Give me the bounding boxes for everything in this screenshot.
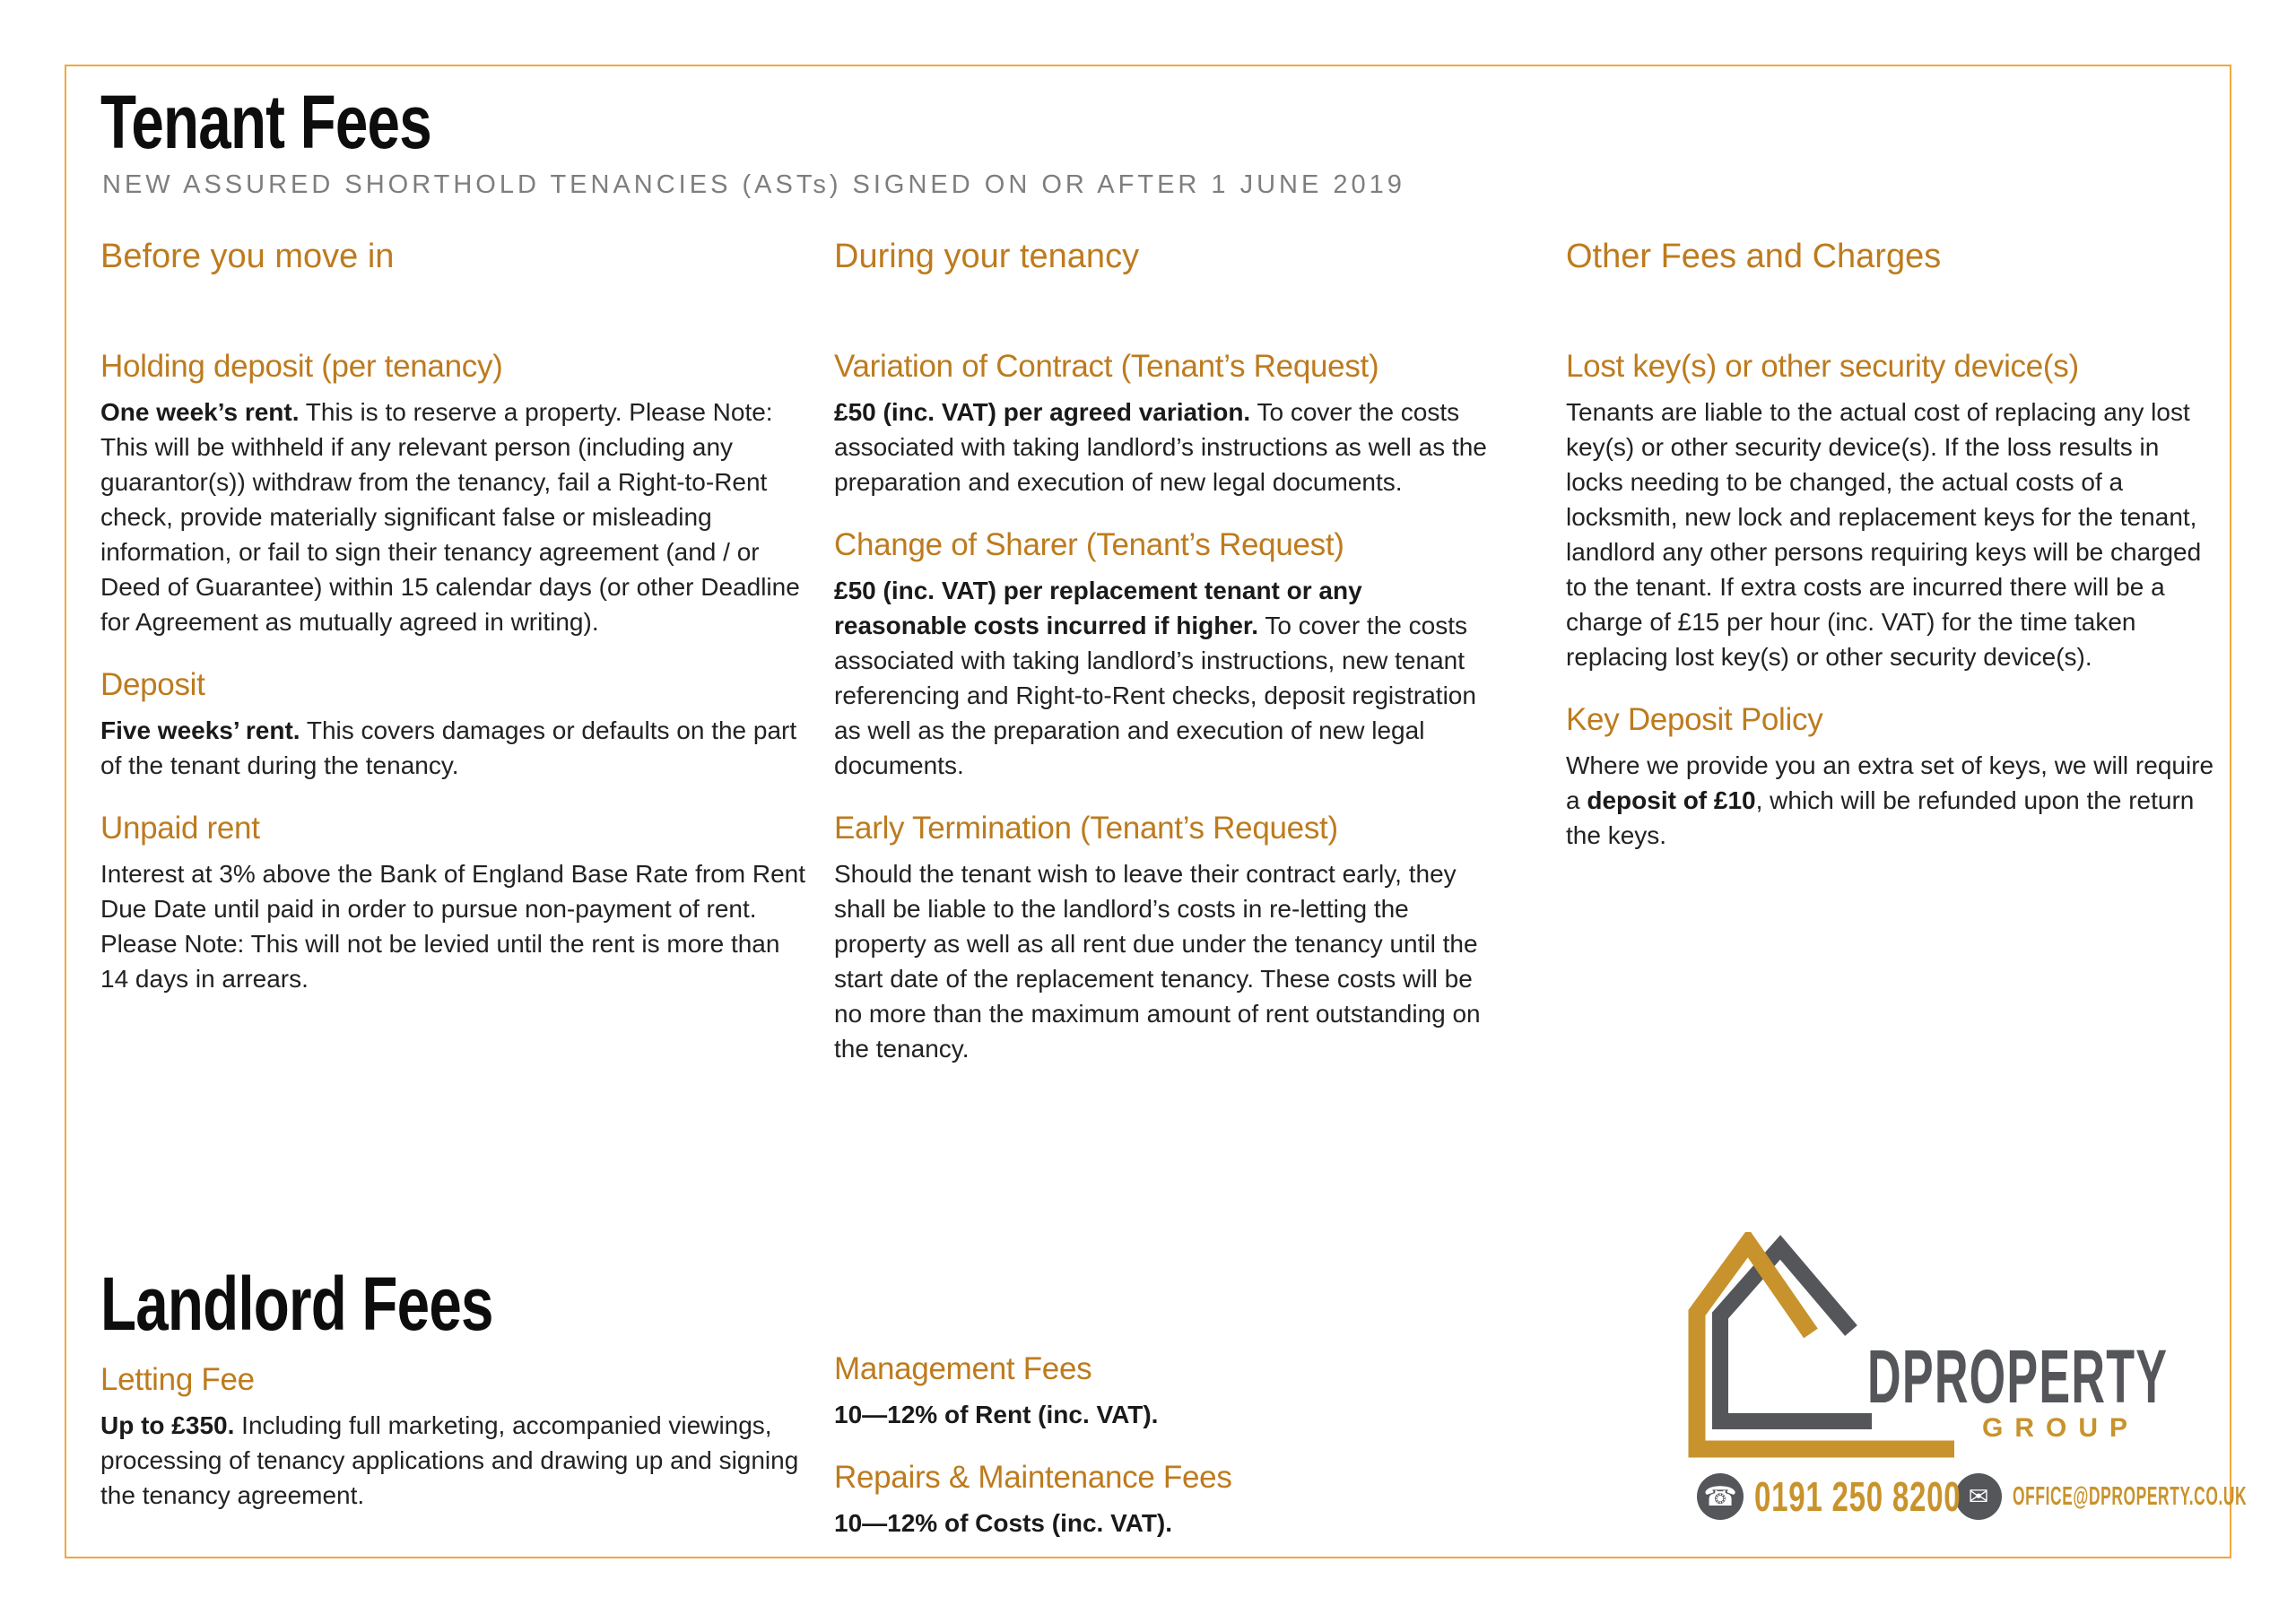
mail-icon: ✉ [1955, 1473, 2002, 1520]
section-title: Management Fees [834, 1351, 1092, 1386]
section-title: Letting Fee [100, 1362, 255, 1397]
section-title: Key Deposit Policy [1566, 702, 1823, 737]
section-title: Repairs & Maintenance Fees [834, 1460, 1232, 1495]
section-body: 10—12% of Rent (inc. VAT). [834, 1401, 1159, 1428]
section-body: Up to £350. Including full marketing, accompanied viewings, processing of tenancy applications and drawing up and signing the tenancy agreement. [100, 1411, 799, 1509]
section-management-fees [834, 1347, 1480, 1432]
section-title: Change of Sharer (Tenant’s Request) [834, 527, 1344, 562]
column-heading: Before you move in [100, 238, 395, 275]
section-repairs-maintenance-fees [834, 1455, 1480, 1541]
section-title: Holding deposit (per tenancy) [100, 349, 503, 384]
column-before-you-move-in [100, 233, 813, 996]
section-variation-of-contract [834, 344, 1498, 499]
email-address: OFFICE@DPROPERTY.CO.UK [2013, 1481, 2248, 1511]
company-logo [1672, 1225, 2248, 1584]
section-title: Lost key(s) or other security device(s) [1566, 349, 2079, 384]
section-body: Where we provide you an extra set of keys, we will require a deposit of £10, which will be refunded upon the return the keys. [1566, 751, 2214, 849]
landlord-fees-title-text: Landlord Fees [100, 1262, 493, 1346]
section-letting-fee [100, 1358, 818, 1513]
section-holding-deposit [100, 344, 813, 639]
page-title [100, 81, 525, 163]
section-body: £50 (inc. VAT) per agreed variation. To cover the costs associated with taking landlord’s instructions as well as the preparation and execution of new legal documents. [834, 398, 1487, 496]
phone-icon: ☎ [1697, 1473, 1744, 1520]
section-body: £50 (inc. VAT) per replacement tenant or any reasonable costs incurred if higher. To cover the costs associated with taking landlord’s instructions, new tenant referencing and Right-to-Rent checks, deposit registration as well as the preparation and execution of new legal documents. [834, 577, 1476, 779]
section-title: Unpaid rent [100, 811, 260, 846]
section-key-deposit-policy [1566, 698, 2219, 853]
column-heading: Other Fees and Charges [1566, 238, 1942, 275]
landlord-fees-right [834, 1347, 1480, 1541]
section-title: Variation of Contract (Tenant’s Request) [834, 349, 1379, 384]
section-unpaid-rent [100, 806, 813, 996]
section-body: Tenants are liable to the actual cost of replacing any lost key(s) or other security device(s). If the loss results in locks needing to be changed, the actual costs of a locksmith, new lock and replacement keys for the tenant, landlord any other persons requiring keys will be charged to the tenant. If extra costs are incurred there will be a charge of £15 per hour (inc. VAT) for the time taken replacing lost key(s) or other security device(s). [1566, 398, 2202, 671]
column-during-your-tenancy [834, 233, 1498, 1066]
section-title: Deposit [100, 667, 205, 702]
section-body: One week’s rent. This is to reserve a property. Please Note: This will be withheld if any relevant person (including any guarantor(s)) withdraw from the tenancy, fail a Right-to-Rent check, provide materially significant false or misleading information, or fail to sign their tenancy agreement (and / or Deed of Guarantee) within 15 calendar days (or other Deadline for Agreement as mutually agreed in writing). [100, 398, 800, 636]
section-title: Early Termination (Tenant’s Request) [834, 811, 1338, 846]
column-other-fees-and-charges [1566, 233, 2219, 853]
contact-row [1697, 1472, 2248, 1521]
section-body: Five weeks’ rent. This covers damages or defaults on the part of the tenant during the tenancy. [100, 716, 797, 779]
phone-number: 0191 250 8200 [1754, 1473, 1961, 1520]
brand-division: GROUP [1982, 1413, 2140, 1443]
section-body: 10—12% of Costs (inc. VAT). [834, 1509, 1173, 1537]
column-heading: During your tenancy [834, 238, 1140, 275]
page-title-text: Tenant Fees [100, 80, 431, 164]
landlord-fees-left [100, 1263, 818, 1513]
section-body: Should the tenant wish to leave their contract early, they shall be liable to the landlord’s costs in re-letting the property as well as all rent due under the tenancy until the start date of the replacement tenancy. These costs will be no more than the maximum amount of rent outstanding on the tenancy. [834, 860, 1481, 1063]
page-subtitle: NEW ASSURED SHORTHOLD TENANCIES (ASTs) SIGNED ON OR AFTER 1 JUNE 2019 [102, 170, 1405, 199]
section-lost-keys [1566, 344, 2219, 674]
landlord-fees-title [100, 1263, 818, 1345]
section-body: Interest at 3% above the Bank of England Base Rate from Rent Due Date until paid in order to pursue non-payment of rent. Please Note: This will not be levied until the rent is more than 14 days in arrears. [100, 860, 806, 993]
brand-name: DPROPERTY [1867, 1334, 2169, 1419]
document-sheet [65, 65, 2248, 1558]
section-early-termination [834, 806, 1498, 1066]
section-deposit [100, 663, 813, 783]
section-change-of-sharer [834, 523, 1498, 783]
